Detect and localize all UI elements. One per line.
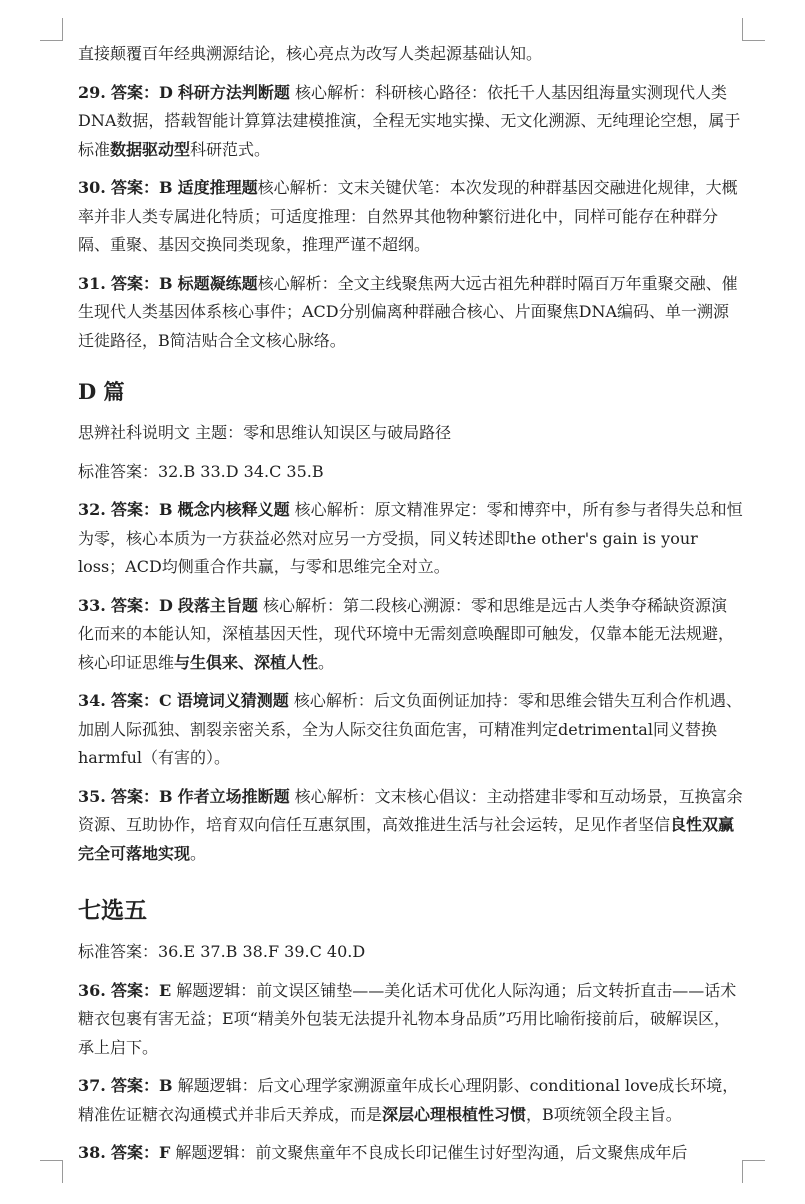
question-type: 概念内核释义题 — [177, 500, 290, 519]
explanation: 解题逻辑：前文误区铺垫——美化话术可优化人际沟通；后文转折直击——话术糖衣包裹有害无益；E项“精美外包装无法提升礼物本身品质”巧用比喻衔接前后，破解误区，承上启下。 — [78, 980, 737, 1057]
document-page — [78, 40, 743, 1178]
answer-33 — [78, 592, 743, 678]
answer-label: 答案：B — [110, 786, 173, 806]
crop-mark-bottom-right — [742, 1160, 765, 1183]
answer-label: 答案：B — [110, 500, 173, 519]
answer-38 — [78, 1139, 743, 1168]
question-type: 适度推理题 — [177, 178, 258, 197]
question-number: 38. — [78, 1143, 106, 1162]
standard-answers-seven-five: 标准答案：36.E 37.B 38.F 39.C 40.D — [78, 942, 366, 961]
key-phrase: 数据驱动型 — [110, 139, 191, 159]
question-type: 语境词义猜测题 — [176, 691, 289, 710]
answer-label: 答案：B — [110, 178, 173, 197]
section-theme: 思辨社科说明文 主题：零和思维认知误区与破局路径 — [78, 423, 452, 442]
answer-32 — [78, 496, 743, 582]
explanation: 核心解析：后文负面例证加持：零和思维会错失互利合作机遇、加剧人际孤独、割裂亲密关系，全为人际交往负面危害，可精准判定detrimental同义替换harmful（有害的）。 — [78, 691, 742, 767]
key-phrase: 与生俱来、深植人性 — [174, 652, 319, 672]
question-number: 35. — [78, 786, 106, 806]
explanation: 核心解析：文末核心倡议：主动搭建非零和互动场景，互换富余资源、互助协作，培育双向信任互惠氛围，高效推进生活与社会运转，足见作者坚信 — [78, 786, 743, 834]
question-number: 29. — [78, 82, 106, 102]
explanation-end: ，B项统领全段主旨。 — [526, 1104, 682, 1124]
crop-mark-top-right — [742, 18, 765, 41]
explanation: 解题逻辑：前文聚焦童年不良成长印记催生讨好型沟通，后文聚焦成年后 — [175, 1143, 688, 1162]
answer-36 — [78, 977, 743, 1063]
question-type: 科研方法判断题 — [177, 82, 290, 102]
explanation-end: 。 — [318, 652, 335, 672]
explanation: 核心解析：第二段核心溯源：零和思维是远古人类争夺稀缺资源演化而来的本能认知，深植基因天性，现代环境中无需刻意唤醒即可触发，仅靠本能无法规避，核心印证思维 — [78, 595, 735, 672]
crop-mark-top-left — [40, 18, 63, 41]
key-phrase: 深层心理根植性习惯 — [382, 1104, 527, 1124]
answer-label: 答案：B — [110, 273, 173, 293]
question-number: 34. — [78, 691, 106, 710]
answer-label: 答案：E — [110, 980, 172, 1000]
question-type: 标题凝练题 — [177, 273, 258, 293]
answer-label: 答案：C — [110, 691, 172, 710]
explanation-end: 。 — [190, 843, 207, 863]
answer-31 — [78, 270, 743, 356]
section-heading-seven-five: 七选五 — [78, 897, 147, 924]
question-type: 作者立场推断题 — [177, 786, 290, 806]
answer-label: 答案：D — [110, 595, 173, 615]
question-number: 30. — [78, 178, 106, 197]
standard-answers-d: 标准答案：32.B 33.D 34.C 35.B — [78, 461, 324, 481]
question-number: 33. — [78, 595, 106, 615]
explanation: 核心解析：科研核心路径：依托千人基因组海量实测现代人类DNA数据，搭载智能计算算法建模推演，全程无实地实操、无文化溯源、无纯理论空想，属于标准 — [78, 82, 741, 159]
answer-34 — [78, 687, 743, 773]
explanation-end: 科研范式。 — [190, 139, 271, 159]
answer-label: 答案：D — [110, 82, 173, 102]
answer-35 — [78, 783, 743, 869]
question-number: 36. — [78, 980, 106, 1000]
crop-mark-bottom-left — [40, 1160, 63, 1183]
answer-29 — [78, 79, 743, 165]
explanation: 核心解析：全文主线聚焦两大远古祖先种群时隔百万年重聚交融、催生现代人类基因体系核心事件；ACD分别偏离种群融合核心、片面聚焦DNA编码、单一溯源迁徙路径，B简洁贴合全文核心脉络。 — [78, 273, 738, 350]
answer-37 — [78, 1072, 743, 1129]
question-number: 37. — [78, 1076, 106, 1095]
answer-label: 答案：B — [110, 1076, 173, 1095]
answer-30 — [78, 174, 743, 260]
explanation: 解题逻辑：后文心理学家溯源童年成长心理阴影、conditional love成长环境，精准佐证糖衣沟通模式并非后天养成，而是 — [78, 1076, 739, 1124]
explanation: 核心解析：文末关键伏笔：本次发现的种群基因交融进化规律，大概率并非人类专属进化特质；可适度推理：自然界其他物种繁衍进化中，同样可能存在种群分隔、重聚、基因交换同类现象，推理严谨不超纲。 — [78, 178, 738, 254]
intro-line: 直接颠覆百年经典溯源结论，核心亮点为改写人类起源基础认知。 — [78, 44, 543, 63]
question-number: 31. — [78, 273, 106, 293]
explanation: 核心解析：原文精准界定：零和博弈中，所有参与者得失总和恒为零，核心本质为一方获益必然对应另一方受损，同义转述即the other's gain is your loss；ACD均侧重合作共赢，与零和思维完全对立。 — [78, 500, 743, 576]
section-heading-d: D 篇 — [78, 379, 125, 404]
answer-label: 答案：F — [110, 1143, 171, 1162]
key-phrase: 良性双赢完全可落地实现 — [78, 815, 735, 863]
question-type: 段落主旨题 — [177, 595, 258, 615]
question-number: 32. — [78, 500, 106, 519]
